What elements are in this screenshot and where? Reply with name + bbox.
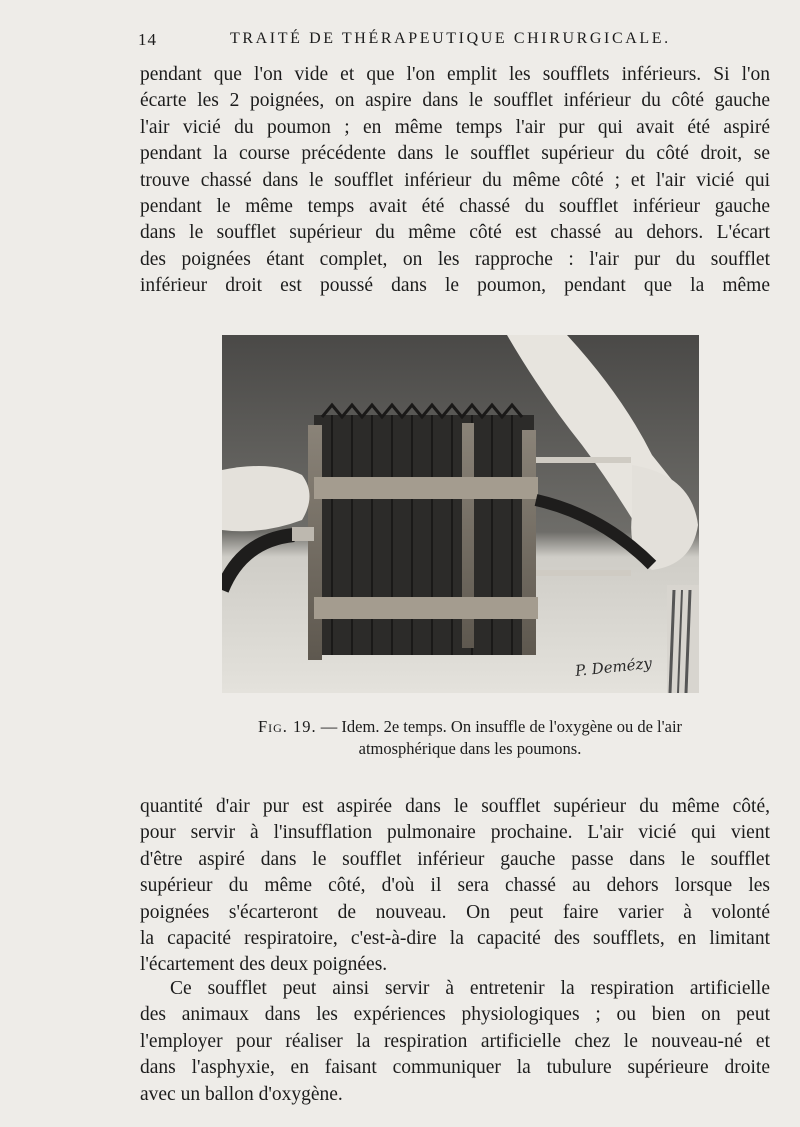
text-line: supérieur du même côté, d'où il sera chassé au dehors lorsque les (140, 875, 770, 897)
caption-text-1: — Idem. 2e temps. On insuffle de l'oxygène ou de l'air (320, 717, 683, 736)
text-line: l'air vicié du poumon ; en même temps l'air pur qui avait été aspiré (140, 116, 770, 138)
text-line: l'écartement des deux poignées. (140, 954, 388, 976)
figure-label: Fig. 19. (257, 717, 317, 736)
text-line: des poignées étant complet, on les rapproche : l'air pur du soufflet (140, 248, 770, 270)
page-number: 14 (138, 30, 157, 49)
figure-caption (210, 716, 730, 760)
bellows-apparatus-illustration (222, 335, 699, 693)
text-line: écarte les 2 poignées, on aspire dans le soufflet inférieur du côté gauche (140, 90, 770, 112)
text-line: pendant le même temps avait été chassé du soufflet inférieur gauche (140, 196, 770, 218)
text-line: dans l'asphyxie, en faisant communiquer la tubulure supérieure droite (140, 1057, 770, 1079)
text-line: avec un ballon d'oxygène. (140, 1083, 343, 1105)
text-line: trouve chassé dans le soufflet inférieur du même côté ; et l'air vicié qui (140, 169, 770, 191)
text-line: poignées s'écarteront de nouveau. On peut faire varier à volonté (140, 901, 770, 923)
text-line: inférieur droit est poussé dans le poumon, pendant que la même (140, 275, 770, 297)
artist-signature: P. Demézy (574, 654, 653, 680)
paragraph-1 (140, 62, 770, 300)
text-line: d'être aspiré dans le soufflet inférieur gauche passe dans le soufflet (140, 848, 770, 870)
text-line: dans le soufflet supérieur du même côté est chassé au dehors. L'écart (140, 222, 770, 244)
paragraph-3 (140, 976, 770, 1108)
caption-line-2: atmosphérique dans les poumons. (358, 739, 582, 758)
text-line: pour servir à l'insufflation pulmonaire prochaine. L'air vicié qui vient (140, 822, 770, 844)
page-header (138, 24, 778, 54)
text-line: Ce soufflet peut ainsi servir à entretenir la respiration artificielle (170, 978, 770, 999)
text-line: pendant que l'on vide et que l'on emplit les soufflets inférieurs. Si l'on (140, 64, 770, 85)
text-line: pendant la course précédente dans le soufflet supérieur du côté droit, se (140, 143, 770, 165)
running-head: TRAITÉ DE THÉRAPEUTIQUE CHIRURGICALE. (230, 30, 671, 47)
text-line: l'employer pour réaliser la respiration artificielle chez le nouveau-né et (140, 1030, 770, 1052)
text-line: des animaux dans les expériences physiologiques ; ou bien on peut (140, 1004, 770, 1026)
caption-line-1 (210, 716, 730, 738)
text-line: quantité d'air pur est aspirée dans le soufflet supérieur du même côté, (140, 796, 770, 817)
text-line: la capacité respiratoire, c'est-à-dire la capacité des soufflets, en limitant (140, 928, 770, 950)
figure-photograph (222, 335, 699, 693)
paragraph-2 (140, 794, 770, 979)
